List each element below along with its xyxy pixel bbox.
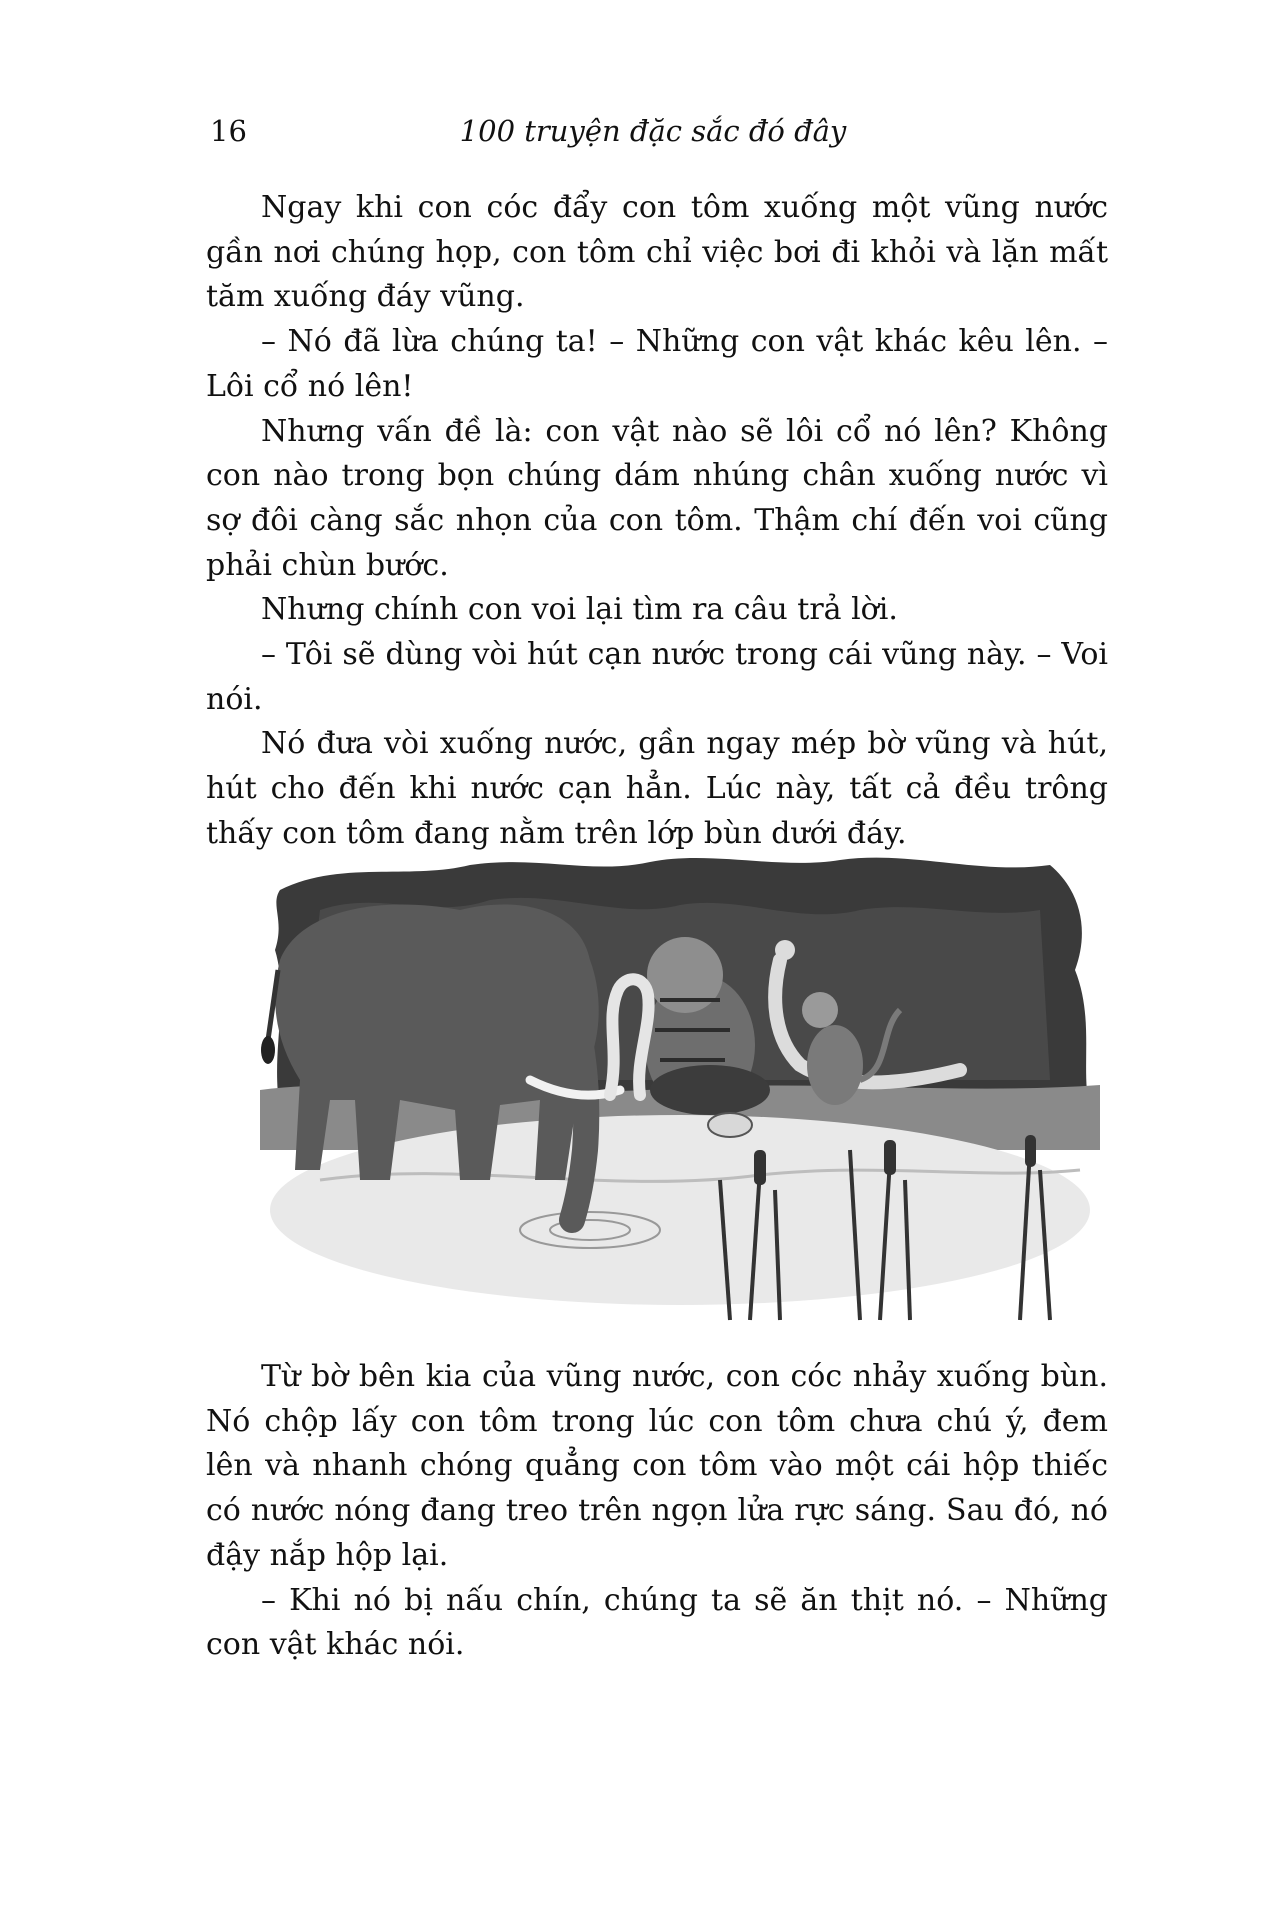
elephant-drinking-pond-illustration xyxy=(260,850,1100,1330)
paragraph: Ngay khi con cóc đẩy con tôm xuống một vũng nước gần nơi chúng họp, con tôm chỉ việc bơi đi khỏi và lặn mất tăm xuống đáy vũng. xyxy=(206,190,1108,315)
boar-figure xyxy=(650,1065,770,1115)
paragraph: Từ bờ bên kia của vũng nước, con cóc nhảy xuống bùn. Nó chộp lấy con tôm trong lúc con tôm chưa chú ý, đem lên và nhanh chóng quẳng con tôm vào một cái hộp thiếc có nước nóng đang treo trên ngọn lửa rực sáng. Sau đó, nó đậy nắp hộp lại. xyxy=(206,1359,1108,1573)
paragraph: Nhưng vấn đề là: con vật nào sẽ lôi cổ nó lên? Không con nào trong bọn chúng dám nhúng chân xuống nước vì sợ đôi càng sắc nhọn của con tôm. Thậm chí đến voi cũng phải chùn bước. xyxy=(206,413,1108,583)
paragraph: – Nó đã lừa chúng ta! – Những con vật khác kêu lên. – Lôi cổ nó lên! xyxy=(206,324,1108,404)
running-title: 100 truyện đặc sắc đó đây xyxy=(459,114,847,148)
paragraph: Nó đưa vòi xuống nước, gần ngay mép bờ vũng và hút, hút cho đến khi nước cạn hẳn. Lúc này, tất cả đều trông thấy con tôm đang nằm trên lớp bùn dưới đáy. xyxy=(206,726,1108,851)
story-text-lower xyxy=(206,1355,1108,1668)
paragraph: – Tôi sẽ dùng vòi hút cạn nước trong cái vũng này. – Voi nói. xyxy=(206,637,1108,717)
page-number: 16 xyxy=(210,114,247,148)
paragraph: – Khi nó bị nấu chín, chúng ta sẽ ăn thịt nó. – Những con vật khác nói. xyxy=(206,1582,1108,1663)
story-text-upper xyxy=(206,186,1108,857)
paragraph: Nhưng chính con voi lại tìm ra câu trả lời. xyxy=(261,592,898,628)
frog-figure xyxy=(708,1113,752,1137)
